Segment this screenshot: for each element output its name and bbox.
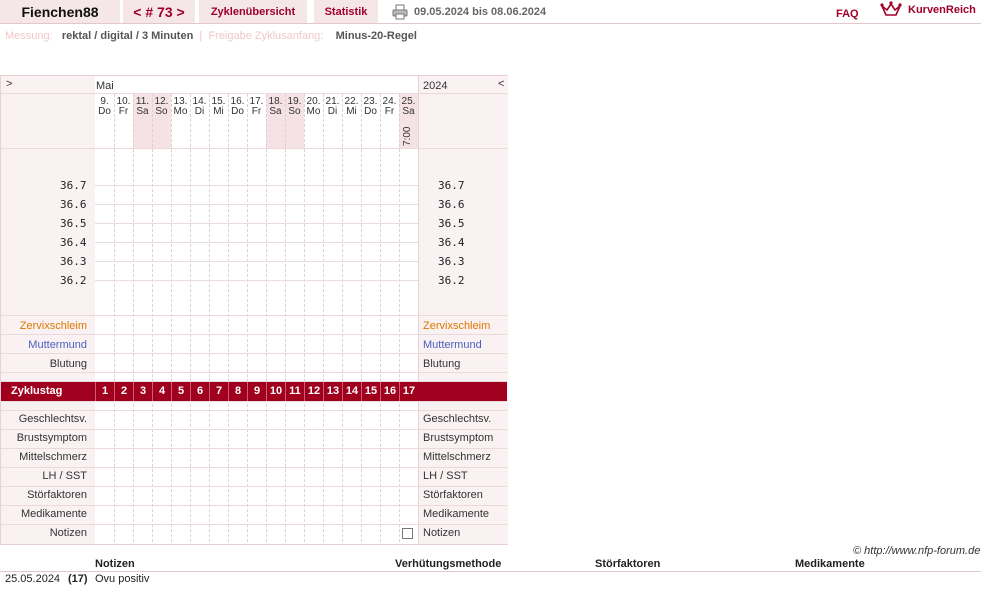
temp-label-right: 36.5 xyxy=(438,217,465,230)
day-number: 12. xyxy=(154,96,169,107)
day-number: 19. xyxy=(287,96,302,107)
row-divider xyxy=(1,486,507,487)
cycle-day-number: 1 xyxy=(95,382,114,401)
cycle-chart xyxy=(0,75,508,545)
tab-cycle-overview[interactable]: Zyklenübersicht xyxy=(199,0,307,23)
temp-label-left: 36.4 xyxy=(60,236,87,249)
weekday: Di xyxy=(327,106,338,117)
day-column-divider xyxy=(304,94,305,542)
row-divider xyxy=(1,93,507,94)
measurement-info xyxy=(5,30,417,42)
day-header[interactable] xyxy=(171,97,190,117)
row-divider xyxy=(1,148,507,149)
label-notes-right: Notizen xyxy=(423,527,461,539)
cycle-day-number: 14 xyxy=(342,382,361,401)
day-number: 17. xyxy=(249,96,264,107)
footer-divider xyxy=(0,571,981,572)
day-column-divider xyxy=(228,94,229,542)
month-label: Mai xyxy=(96,80,114,92)
label-cervix-right: Zervixschleim xyxy=(423,320,491,332)
label-midpain-right: Mittelschmerz xyxy=(423,451,491,463)
cycle-day-number: 2 xyxy=(114,382,133,401)
printer-icon[interactable] xyxy=(392,4,408,20)
label-cervix-left: Zervixschleim xyxy=(19,320,87,332)
label-cervix-pos-right: Muttermund xyxy=(423,339,482,351)
weekday: Do xyxy=(98,106,111,117)
day-column-divider xyxy=(399,94,400,542)
row-divider xyxy=(1,410,507,411)
weekday: Mo xyxy=(306,106,321,117)
weekday: Di xyxy=(194,106,205,117)
day-header[interactable] xyxy=(380,97,399,117)
day-header[interactable] xyxy=(266,97,285,117)
label-breast-left: Brustsymptom xyxy=(16,432,87,444)
day-number: 20. xyxy=(306,96,321,107)
weekday: So xyxy=(288,106,301,117)
label-bleeding-left: Blutung xyxy=(49,358,87,370)
day-number: 13. xyxy=(173,96,188,107)
footer-col-disturbances: Störfaktoren xyxy=(595,558,661,570)
day-column-divider xyxy=(133,94,134,542)
cycle-day-number: 6 xyxy=(190,382,209,401)
username-tab[interactable]: Fienchen88 xyxy=(0,0,120,23)
label-disturb-right: Störfaktoren xyxy=(423,489,483,501)
weekday: Sa xyxy=(136,106,149,117)
cycle-day-number: 8 xyxy=(228,382,247,401)
temp-label-right: 36.4 xyxy=(438,236,465,249)
temp-label-left: 36.2 xyxy=(60,274,87,287)
day-number: 22. xyxy=(344,96,359,107)
separator: | xyxy=(199,30,203,42)
entry-date: 25.05.2024 xyxy=(5,573,61,585)
crown-icon xyxy=(880,1,902,19)
label-lh-left: LH / SST xyxy=(42,470,87,482)
temperature-gridline xyxy=(95,280,418,281)
day-header[interactable] xyxy=(133,97,152,117)
temperature-gridline xyxy=(95,242,418,243)
cycle-day-number: 7 xyxy=(209,382,228,401)
temperature-gridline xyxy=(95,204,418,205)
cycle-day-number: 9 xyxy=(247,382,266,401)
weekday: Fr xyxy=(118,106,129,117)
day-header[interactable] xyxy=(228,97,247,117)
cycle-day-number: 15 xyxy=(361,382,380,401)
day-column-divider xyxy=(247,94,248,542)
weekday: Fr xyxy=(384,106,395,117)
label-sex-right: Geschlechtsv. xyxy=(423,413,492,425)
temp-label-right: 36.3 xyxy=(438,255,465,268)
temp-label-left: 36.5 xyxy=(60,217,87,230)
label-meds-right: Medikamente xyxy=(423,508,490,520)
day-header[interactable] xyxy=(361,97,380,117)
label-disturb-left: Störfaktoren xyxy=(27,489,87,501)
day-header[interactable] xyxy=(114,97,133,117)
weekday: Sa xyxy=(402,106,415,117)
weekday: Fr xyxy=(251,106,262,117)
day-column-divider xyxy=(285,94,286,542)
day-header[interactable] xyxy=(323,97,342,117)
label-midpain-left: Mittelschmerz xyxy=(19,451,87,463)
day-column-divider xyxy=(323,94,324,542)
weekday: Mi xyxy=(346,106,357,117)
cycle-day-number: 13 xyxy=(323,382,342,401)
cycle-day-number: 17 xyxy=(399,382,418,401)
cycle-day-number: 16 xyxy=(380,382,399,401)
day-column-divider xyxy=(209,94,210,542)
day-column-divider xyxy=(342,94,343,542)
chart-nav-left[interactable]: > xyxy=(6,78,13,90)
day-header[interactable] xyxy=(152,97,171,117)
day-number: 18. xyxy=(268,96,283,107)
day-number: 14. xyxy=(192,96,207,107)
cycle-day-number: 5 xyxy=(171,382,190,401)
entry-cycle-day: (17) xyxy=(68,573,88,585)
release-label: Freigabe Zyklusanfang: xyxy=(208,30,324,42)
day-number: 9. xyxy=(100,96,109,107)
weekday: Sa xyxy=(269,106,282,117)
temp-label-left: 36.6 xyxy=(60,198,87,211)
weekday: So xyxy=(155,106,168,117)
row-divider xyxy=(1,353,507,354)
day-column-divider xyxy=(114,94,115,542)
day-number: 16. xyxy=(230,96,245,107)
temperature-gridline xyxy=(95,223,418,224)
day-column-divider xyxy=(361,94,362,542)
date-range: 09.05.2024 bis 08.06.2024 xyxy=(414,6,547,18)
entry-note: Ovu positiv xyxy=(95,573,150,585)
cycle-day-bar xyxy=(1,382,507,401)
temp-label-left: 36.7 xyxy=(60,179,87,192)
day-number: 15. xyxy=(211,96,226,107)
day-header[interactable] xyxy=(209,97,228,117)
cycle-day-number: 10 xyxy=(266,382,285,401)
row-divider xyxy=(1,524,507,525)
label-lh-right: LH / SST xyxy=(423,470,468,482)
day-header[interactable] xyxy=(342,97,361,117)
weekday: Mi xyxy=(213,106,224,117)
row-divider xyxy=(1,315,507,316)
label-bleeding-right: Blutung xyxy=(423,358,461,370)
measure-value: rektal / digital / 3 Minuten xyxy=(61,30,194,42)
footer-col-medication: Medikamente xyxy=(795,558,865,570)
weekday: Do xyxy=(231,106,244,117)
day-header[interactable] xyxy=(247,97,266,117)
temp-label-right: 36.6 xyxy=(438,198,465,211)
day-header[interactable] xyxy=(399,97,418,117)
day-number: 10. xyxy=(116,96,131,107)
day-column-divider xyxy=(152,94,153,542)
label-cervix-pos-left: Muttermund xyxy=(28,339,87,351)
footer-col-notes: Notizen xyxy=(95,558,135,570)
temp-label-right: 36.2 xyxy=(438,274,465,287)
day-column-divider xyxy=(380,94,381,542)
day-number: 21. xyxy=(325,96,340,107)
row-divider xyxy=(1,429,507,430)
day-header[interactable] xyxy=(304,97,323,117)
footer-col-contraception: Verhütungsmethode xyxy=(395,558,502,570)
row-divider xyxy=(1,401,507,402)
top-navigation xyxy=(0,0,981,24)
row-divider xyxy=(1,448,507,449)
day-number: 23. xyxy=(363,96,378,107)
weekday: Do xyxy=(364,106,377,117)
cycle-day-number: 4 xyxy=(152,382,171,401)
label-sex-left: Geschlechtsv. xyxy=(18,413,87,425)
day-number: 25. xyxy=(401,96,416,107)
measure-label: Messung: xyxy=(5,30,53,42)
temp-label-left: 36.3 xyxy=(60,255,87,268)
day-number: 24. xyxy=(382,96,397,107)
row-divider xyxy=(1,372,507,373)
weekday: Mo xyxy=(173,106,188,117)
temperature-gridline xyxy=(95,261,418,262)
temp-label-right: 36.7 xyxy=(438,179,465,192)
day-column-divider xyxy=(266,94,267,542)
row-divider xyxy=(1,505,507,506)
measure-time: 7:00 xyxy=(402,126,413,146)
note-icon[interactable] xyxy=(402,528,413,539)
day-column-divider xyxy=(190,94,191,542)
label-notes-left: Notizen xyxy=(49,527,87,539)
year-label: 2024 xyxy=(423,80,448,92)
row-divider xyxy=(1,334,507,335)
day-column-divider xyxy=(171,94,172,542)
temperature-gridline xyxy=(95,185,418,186)
chart-nav-right[interactable]: < xyxy=(498,78,505,90)
cycle-day-number: 12 xyxy=(304,382,323,401)
tab-statistics[interactable]: Statistik xyxy=(314,0,378,23)
label-meds-left: Medikamente xyxy=(20,508,87,520)
cycle-day-number: 11 xyxy=(285,382,304,401)
row-divider xyxy=(1,467,507,468)
cycle-day-label: Zyklustag xyxy=(11,385,63,397)
day-header[interactable] xyxy=(95,97,114,117)
cycle-navigation[interactable]: < # 73 > xyxy=(123,0,195,23)
day-header[interactable] xyxy=(190,97,209,117)
copyright: © http://www.nfp-forum.de xyxy=(853,545,981,557)
faq-link[interactable]: FAQ xyxy=(836,8,859,20)
day-number: 11. xyxy=(135,96,150,107)
cycle-day-number: 3 xyxy=(133,382,152,401)
day-header[interactable] xyxy=(285,97,304,117)
label-breast-right: Brustsymptom xyxy=(423,432,494,444)
logo-text[interactable]: KurvenReich xyxy=(908,4,976,16)
release-value: Minus-20-Regel xyxy=(335,30,417,42)
